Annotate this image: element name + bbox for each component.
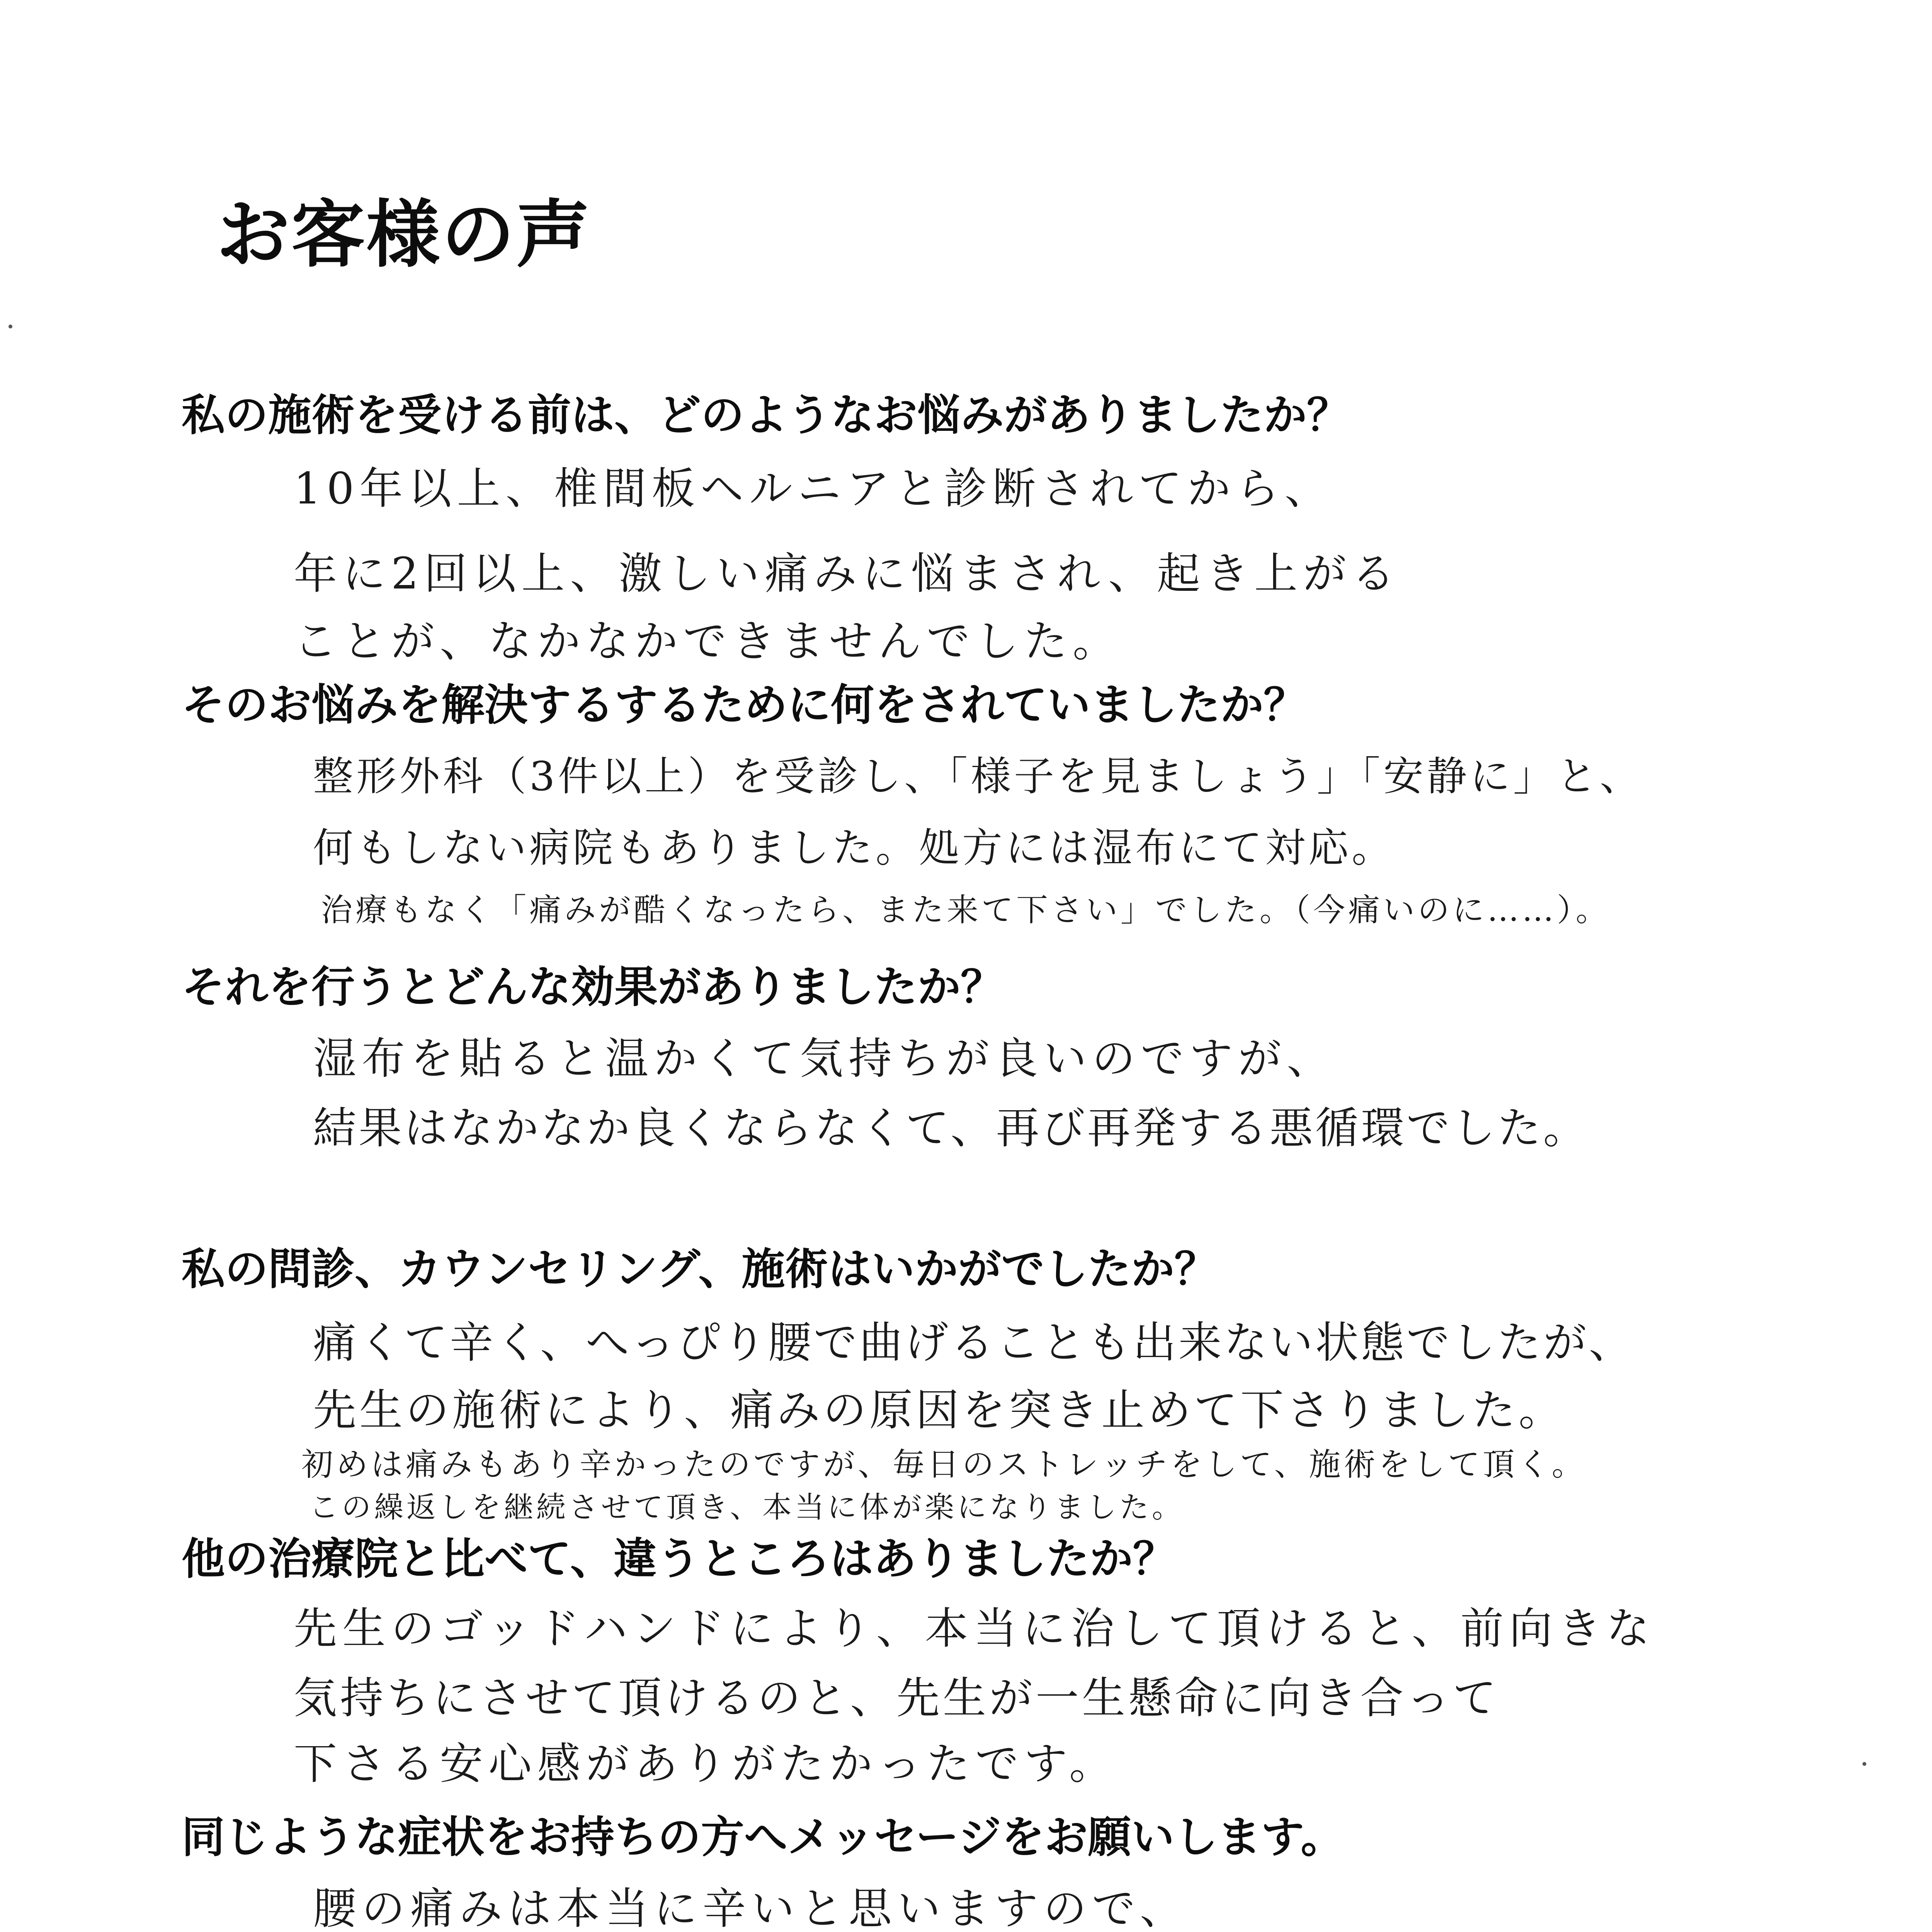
- answer-3-line-1: 湿布を貼ると温かくて気持ちが良いのですが、: [313, 1034, 1335, 1084]
- question-6: 同じような症状をお持ちの方へメッセージをお願いします。: [182, 1812, 1344, 1862]
- answer-4-line-1: 痛くて辛く、へっぴり腰で曲げることも出来ない状態でしたが、: [313, 1318, 1634, 1368]
- question-4: 私の問診、カウンセリング、施術はいかがでしたか？: [182, 1244, 1218, 1294]
- answer-1-line-2: 年に2回以上、激しい痛みに悩まされ、起き上がる: [294, 549, 1400, 599]
- scan-speck: [9, 325, 12, 328]
- answer-5-line-3: 下さる安心感がありがたかったです。: [294, 1739, 1118, 1789]
- answer-1-line-3: ことが、なかなかできませんでした。: [294, 616, 1121, 667]
- question-1: 私の施術を受ける前は、どのようなお悩みがありましたか？: [182, 390, 1350, 440]
- answer-1-line-1: 10年以上、椎間板ヘルニアと診断されてから、: [294, 464, 1333, 514]
- scan-speck: [1862, 1762, 1866, 1766]
- answer-4-line-3: 初めは痛みもあり辛かったのですが、毎日のストレッチをして、施術をして頂く。: [301, 1446, 1587, 1483]
- answer-2-line-2: 何もしない病院もありました。処方には湿布にて対応。: [313, 824, 1395, 871]
- answer-3-line-2: 結果はなかなか良くならなくて、再び再発する悪循環でした。: [313, 1103, 1589, 1153]
- answer-2-line-1: 整形外科（3件以上）を受診し、「様子を見ましょう」「安静に」と、: [313, 753, 1643, 800]
- page-title: お客様の声: [216, 192, 592, 277]
- answer-5-line-2: 気持ちにさせて頂けるのと、先生が一生懸命に向き合って: [294, 1673, 1499, 1723]
- answer-4-line-2: 先生の施術により、痛みの原因を突き止めて下さりました。: [313, 1385, 1565, 1435]
- answer-2-line-3: 治療もなく「痛みが酷くなったら、また来て下さい」でした。（今痛いのに……）。: [321, 892, 1611, 929]
- answer-4-line-4: この繰返しを継続させて頂き、本当に体が楽になりました。: [309, 1490, 1184, 1524]
- answer-5-line-1: 先生のゴッドハンドにより、本当に治して頂けると、前向きな: [294, 1604, 1655, 1654]
- question-5: 他の治療院と比べて、違うところはありましたか？: [182, 1534, 1176, 1584]
- answer-6-line-1: 腰の痛みは本当に辛いと思いますので、: [313, 1884, 1189, 1932]
- question-3: それを行うとどんな効果がありましたか？: [182, 962, 1004, 1012]
- question-2: そのお悩みを解決するするために何をされていましたか？: [182, 680, 1307, 730]
